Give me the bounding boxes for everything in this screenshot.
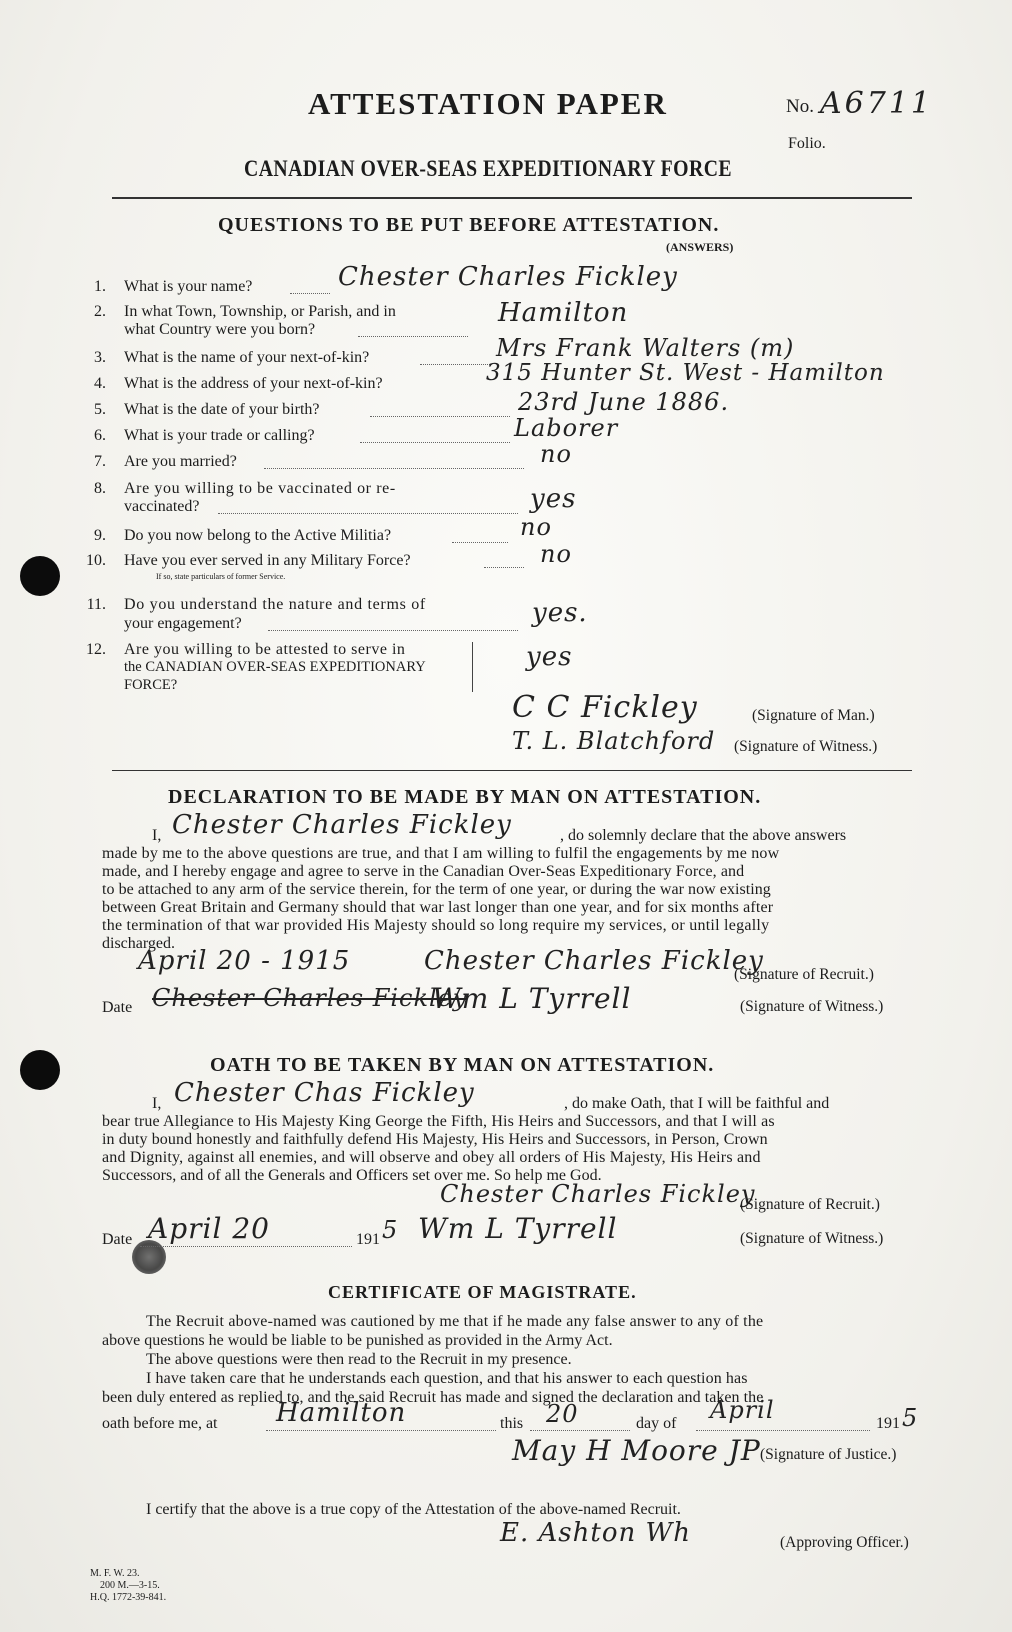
bracket: [466, 642, 473, 692]
question-number: 8.: [94, 480, 106, 497]
oath-text: in duty bound honestly and faithfully defend His Majesty, His Heirs and Successors, in Person, Crown: [102, 1131, 768, 1148]
certificate-year-print: 191: [876, 1415, 900, 1432]
question-number: 10.: [86, 552, 106, 569]
answer-trade: Laborer: [514, 414, 619, 442]
declaration-i: I,: [152, 827, 162, 844]
question-number: 11.: [86, 596, 106, 613]
oath-before-me: oath before me, at: [102, 1415, 218, 1432]
question-text: What is your trade or calling?: [124, 427, 315, 444]
oath-heading: OATH TO BE TAKEN BY MAN ON ATTESTATION.: [210, 1054, 715, 1076]
approval-text: I certify that the above is a true copy of the Attestation of the above-named Recruit.: [146, 1501, 681, 1518]
question-text: Are you married?: [124, 453, 237, 470]
number-value: A6711: [820, 86, 934, 121]
oath-recruit-signature: Chester Charles Fickley: [440, 1180, 756, 1208]
answer-military-service: no: [540, 540, 572, 568]
witness-signature-label: (Signature of Witness.): [740, 1230, 884, 1247]
question-text: vaccinated?: [124, 498, 200, 515]
question-text: What is the date of your birth?: [124, 401, 320, 418]
certificate-heading: CERTIFICATE OF MAGISTRATE.: [328, 1282, 637, 1302]
signature-man-label: (Signature of Man.): [752, 707, 875, 724]
answer-militia: no: [520, 513, 552, 541]
certificate-day: 20: [546, 1400, 579, 1428]
answer-birthplace: Hamilton: [498, 298, 629, 328]
question-number: 3.: [94, 349, 106, 366]
answer-understand: yes.: [532, 598, 588, 628]
oath-year-print: 191: [356, 1231, 380, 1248]
oath-text: , do make Oath, that I will be faithful and: [564, 1095, 830, 1112]
certificate-text: I have taken care that he understands each question, and that his answer to each question has: [146, 1370, 748, 1387]
date-label: Date: [102, 1231, 133, 1248]
witness-signature-label: (Signature of Witness.): [740, 998, 884, 1015]
folio-label: Folio.: [788, 135, 826, 152]
question-text: Are you willing to be attested to serve in: [124, 641, 406, 658]
punch-hole-top: [20, 556, 60, 596]
certificate-year-hand: 5: [902, 1404, 919, 1432]
declaration-text: made by me to the above questions are true, and that I am willing to fulfil the engagements by me now: [102, 845, 780, 862]
form-code: M. F. W. 23.: [90, 1568, 140, 1579]
oath-year-hand: 5: [382, 1216, 399, 1244]
answer-next-of-kin: Mrs Frank Walters (m): [496, 334, 795, 362]
oath-text: bear true Allegiance to His Majesty King George the Fifth, His Heirs and Successors, and that I will as: [102, 1113, 775, 1130]
question-number: 12.: [86, 641, 106, 658]
declaration-text: the termination of that war provided His Majesty should so long require my services, or until legally: [102, 917, 770, 934]
question-number: 6.: [94, 427, 106, 444]
question-number: 1.: [94, 278, 106, 295]
answer-birth-date: 23rd June 1886.: [518, 388, 730, 416]
declaration-recruit-signature: Chester Charles Fickley: [424, 946, 764, 976]
question-number: 2.: [94, 303, 106, 320]
day-of-label: day of: [636, 1415, 677, 1432]
question-number: 7.: [94, 453, 106, 470]
declaration-witness-signature: Wm L Tyrrell: [432, 982, 632, 1015]
question-text: the CANADIAN OVER-SEAS EXPEDITIONARY: [124, 659, 426, 675]
declaration-text: to be attached to any arm of the service therein, for the term of one year, or during the war now existing: [102, 881, 771, 898]
approving-officer-label: (Approving Officer.): [780, 1534, 909, 1551]
declaration-name: Chester Charles Fickley: [172, 810, 512, 840]
date-label: Date: [102, 999, 133, 1016]
this-label: this: [500, 1415, 524, 1432]
answer-vaccinated: yes: [530, 484, 577, 514]
justice-signature-label: (Signature of Justice.): [760, 1446, 897, 1463]
declaration-text: between Great Britain and Germany should that war last longer than one year, and for six months after: [102, 899, 774, 916]
form-hq-ref: H.Q. 1772-39-841.: [90, 1592, 167, 1603]
question-text: Are you willing to be vaccinated or re-: [124, 480, 396, 497]
oath-text: and Dignity, against all enemies, and will observe and obey all orders of His Majesty, His Heirs and: [102, 1149, 761, 1166]
signature-witness: T. L. Blatchford: [512, 727, 716, 755]
answer-willing: yes: [526, 642, 573, 672]
question-text: what Country were you born?: [124, 321, 316, 338]
question-text: Do you understand the nature and terms of: [124, 596, 426, 613]
question-text: FORCE?: [124, 677, 178, 693]
certificate-place: Hamilton: [276, 1398, 407, 1428]
certificate-text: The above questions were then read to the Recruit in my presence.: [146, 1351, 572, 1368]
answer-married: no: [540, 440, 572, 468]
header-rule: [112, 197, 912, 199]
certificate-text: above questions he would be liable to be punished as provided in the Army Act.: [102, 1332, 613, 1349]
recruit-signature-label: (Signature of Recruit.): [734, 966, 874, 983]
recruit-signature-label: (Signature of Recruit.): [740, 1196, 880, 1213]
answers-label: (ANSWERS): [666, 240, 734, 254]
question-number: 9.: [94, 527, 106, 544]
document-subtitle: CANADIAN OVER-SEAS EXPEDITIONARY FORCE: [244, 156, 733, 181]
number-label: No.: [786, 96, 814, 117]
approving-officer-signature: E. Ashton Wh: [500, 1518, 691, 1548]
declaration-text: made, and I hereby engage and agree to serve in the Canadian Over-Seas Expeditionary Force, and: [102, 863, 745, 880]
signature-man: C C Fickley: [512, 690, 698, 725]
question-number: 4.: [94, 375, 106, 392]
struck-through-name: Chester Charles Fickley: [152, 984, 468, 1012]
signature-witness-label: (Signature of Witness.): [734, 738, 878, 755]
declaration-date: April 20 - 1915: [138, 946, 351, 976]
question-text: Have you ever served in any Military Force?: [124, 552, 411, 569]
oath-date: April 20: [148, 1212, 270, 1245]
oath-i: I,: [152, 1095, 162, 1112]
certificate-text: The Recruit above-named was cautioned by me that if he made any false answer to any of the: [146, 1313, 764, 1330]
question-note: If so, state particulars of former Service.: [156, 572, 286, 581]
oath-name: Chester Chas Fickley: [174, 1078, 475, 1108]
question-text: What is the address of your next-of-kin?: [124, 375, 383, 392]
answer-kin-address: 315 Hunter St. West - Hamilton: [486, 360, 885, 386]
questions-heading: QUESTIONS TO BE PUT BEFORE ATTESTATION.: [218, 214, 720, 236]
question-text: Do you now belong to the Active Militia?: [124, 527, 392, 544]
oath-text: Successors, and of all the Generals and Officers set over me. So help me God.: [102, 1167, 602, 1184]
question-number: 5.: [94, 401, 106, 418]
document-title: ATTESTATION PAPER: [308, 86, 668, 121]
section-rule: [112, 770, 912, 771]
form-print-run: 200 M.—3-15.: [100, 1580, 160, 1591]
answer-name: Chester Charles Fickley: [338, 262, 678, 292]
punch-hole-bottom: [20, 1050, 60, 1090]
oath-witness-signature: Wm L Tyrrell: [418, 1212, 618, 1245]
justice-signature: May H Moore JP: [512, 1434, 761, 1467]
declaration-text: discharged.: [102, 935, 176, 952]
question-text: What is the name of your next-of-kin?: [124, 349, 370, 366]
certificate-month: April: [710, 1396, 775, 1424]
question-text: your engagement?: [124, 615, 242, 632]
certificate-text: been duly entered as replied to, and the said Recruit has made and signed the declaration and taken the: [102, 1389, 764, 1406]
declaration-text: , do solemnly declare that the above answers: [560, 827, 847, 844]
question-text: In what Town, Township, or Parish, and in: [124, 303, 396, 320]
question-text: What is your name?: [124, 278, 253, 295]
declaration-heading: DECLARATION TO BE MADE BY MAN ON ATTESTATION.: [168, 786, 762, 808]
